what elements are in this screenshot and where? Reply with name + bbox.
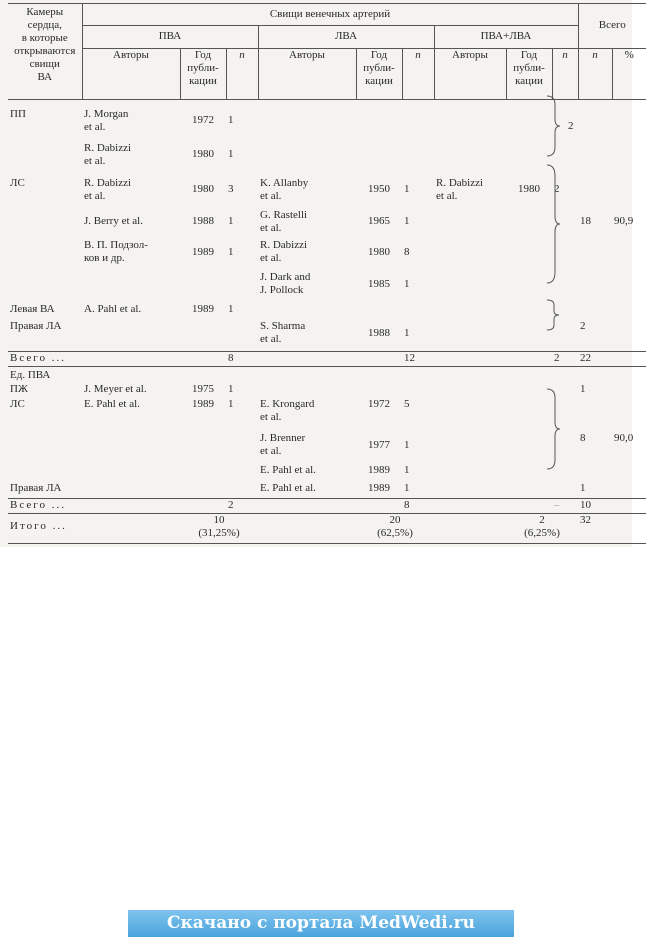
grand-lva-percent: (62,5%) (377, 527, 413, 539)
total-percent-cell: 90,0 (614, 432, 634, 445)
total-n-cell: 18 (580, 214, 591, 227)
author-cell: J. Dark and J. Pollock (260, 270, 311, 296)
n-cell: 1 (228, 214, 234, 227)
grand-label: Итого ... (8, 514, 180, 544)
author-cell: S. Sharma et al. (260, 319, 306, 345)
grand-pva (180, 514, 258, 544)
n-cell: 1 (228, 383, 234, 396)
author-cell: R. Dabizzi et al. (436, 176, 484, 202)
group-pva-header: ПВА (82, 26, 258, 48)
totals-row (8, 352, 646, 367)
year-cell: 1988 (368, 326, 390, 339)
year-header: Год публи- кации (180, 48, 226, 99)
totals-label: Всего ... (8, 352, 180, 367)
year-cell: 1980 (518, 182, 540, 195)
year-cell: 1980 (368, 245, 390, 258)
total-n-cell: 2 (580, 319, 586, 332)
n-header: n (552, 48, 578, 99)
brace-group-1 (545, 95, 561, 157)
n-cell: 1 (228, 148, 234, 161)
percent-header: % (612, 48, 646, 99)
chamber-cell: ПЖ (10, 383, 28, 396)
n-header: n (402, 48, 434, 99)
authors-header: Авторы (434, 48, 506, 99)
year-cell: 1950 (368, 182, 390, 195)
year-cell: 1989 (192, 398, 214, 411)
author-cell: E. Krongard et al. (260, 398, 315, 424)
header-row-3 (8, 48, 646, 99)
author-cell: E. Pahl et al. (84, 398, 140, 411)
authors-header: Авторы (258, 48, 356, 99)
group-1-total: 2 (568, 120, 574, 132)
totals-lva: 12 (402, 352, 434, 367)
download-source-banner: Скачано с портала MedWedi.ru (128, 910, 514, 937)
table-row (8, 367, 646, 384)
total-n-cell: 1 (580, 383, 586, 396)
author-cell: E. Pahl et al. (260, 464, 316, 477)
year-cell: 1985 (368, 277, 390, 290)
author-cell: E. Pahl et al. (260, 481, 316, 494)
fistulas-header: Свищи венечных артерий (82, 4, 578, 26)
brace-group-4 (545, 388, 561, 470)
n-cell: 1 (228, 398, 234, 411)
grand-total: 32 (578, 514, 612, 544)
year-cell: 1977 (368, 439, 390, 452)
brace-group-2 (545, 164, 561, 284)
author-cell: J. Berry et al. (84, 214, 143, 227)
year-cell: 1972 (192, 114, 214, 127)
grand-both (506, 514, 578, 544)
total-header: Всего (578, 4, 646, 49)
n-cell: 1 (404, 481, 410, 494)
author-cell: K. Allanby et al. (260, 176, 309, 202)
n-cell: 1 (228, 302, 234, 315)
n-cell: 3 (228, 182, 234, 195)
n-cell: 1 (228, 245, 234, 258)
year-cell: 1972 (368, 398, 390, 411)
totals-row (8, 499, 646, 514)
year-cell: 1980 (192, 182, 214, 195)
author-cell: J. Brenner et al. (260, 432, 306, 458)
totals-total: 10 (578, 499, 612, 514)
grand-lva (356, 514, 434, 544)
n-cell: 1 (404, 214, 410, 227)
year-cell: 1989 (192, 302, 214, 315)
group-lva-header: ЛВА (258, 26, 434, 48)
year-cell: 1989 (368, 481, 390, 494)
totals-both: – (552, 499, 578, 514)
header-row-1 (8, 4, 646, 26)
brace-group-3 (545, 299, 561, 331)
table-row (8, 482, 646, 499)
totals-lva: 8 (402, 499, 434, 514)
totals-total: 22 (578, 352, 612, 367)
n-cell: 1 (404, 326, 410, 339)
author-cell: R. Dabizzi et al. (84, 142, 132, 168)
chamber-cell: Левая ВА (10, 302, 55, 315)
totals-both: 2 (552, 352, 578, 367)
n-cell: 5 (404, 398, 410, 411)
totals-pva: 2 (226, 499, 258, 514)
year-header: Год публи- кации (356, 48, 402, 99)
author-cell: R. Dabizzi et al. (84, 176, 132, 202)
totals-label: Всего ... (8, 499, 180, 514)
year-cell: 1989 (368, 464, 390, 477)
n-cell: 2 (554, 182, 560, 195)
n-cell: 1 (404, 439, 410, 452)
year-cell: 1965 (368, 214, 390, 227)
author-cell: J. Meyer et al. (84, 383, 147, 396)
n-header: n (578, 48, 612, 99)
chamber-cell: Ед. ПВА (10, 369, 51, 382)
group-both-header: ПВА+ЛВА (434, 26, 578, 48)
totals-pva: 8 (226, 352, 258, 367)
grand-both-value: 2 (539, 514, 545, 526)
n-cell: 8 (404, 245, 410, 258)
n-cell: 1 (404, 464, 410, 477)
author-cell: A. Pahl et al. (84, 302, 142, 315)
year-cell: 1975 (192, 383, 214, 396)
n-cell: 1 (404, 277, 410, 290)
grand-both-percent: (6,25%) (524, 527, 560, 539)
total-percent-cell: 90,9 (614, 214, 634, 227)
year-cell: 1988 (192, 214, 214, 227)
n-cell: 1 (404, 182, 410, 195)
chamber-cell: ЛС (10, 398, 25, 411)
year-cell: 1989 (192, 245, 214, 258)
chamber-cell: ЛС (10, 176, 25, 189)
author-cell: J. Morgan et al. (84, 108, 129, 134)
author-cell: G. Rastelli et al. (260, 208, 308, 234)
header-row-2 (8, 26, 646, 48)
grand-total-row (8, 514, 646, 544)
chamber-cell: Правая ЛА (10, 481, 62, 494)
year-cell: 1980 (192, 148, 214, 161)
total-n-cell: 8 (580, 432, 586, 445)
author-cell: В. П. Подзол- ков и др. (84, 238, 148, 264)
author-cell: R. Dabizzi et al. (260, 238, 308, 264)
authors-header: Авторы (82, 48, 180, 99)
n-header: n (226, 48, 258, 99)
grand-pva-percent: (31,25%) (198, 527, 240, 539)
chamber-cell: Правая ЛА (10, 319, 62, 332)
year-header: Год публи- кации (506, 48, 552, 99)
chamber-cell: ПП (10, 108, 26, 121)
grand-pva-value: 10 (213, 514, 225, 526)
grand-lva-value: 20 (389, 514, 401, 526)
n-cell: 1 (228, 114, 234, 127)
total-n-cell: 1 (580, 481, 586, 494)
chambers-header: Камеры сердца, в которые открываются свищи ВА (8, 4, 82, 100)
